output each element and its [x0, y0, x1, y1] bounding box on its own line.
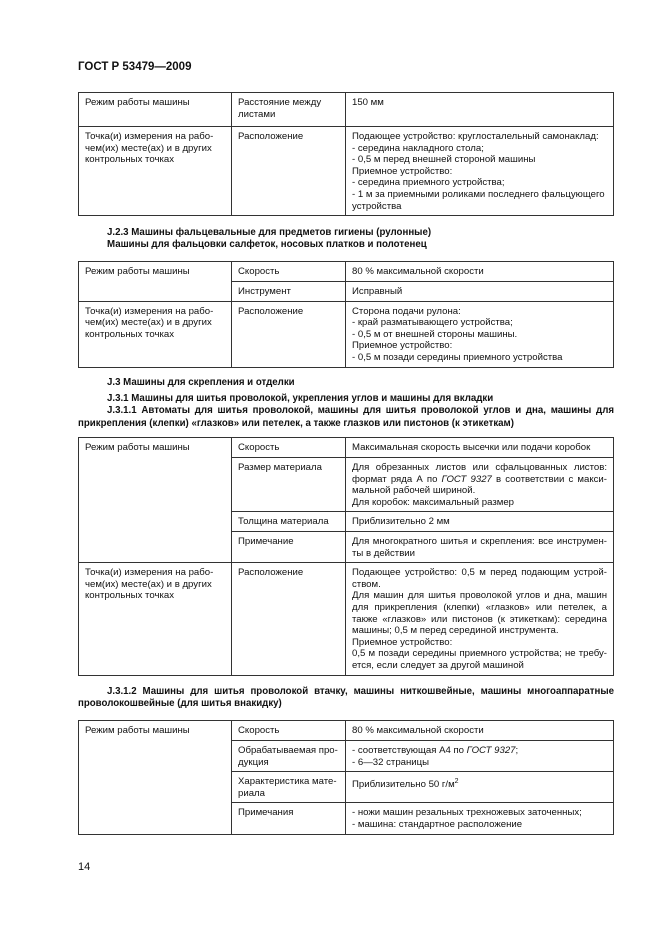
cell-line: - 6—32 страницы [352, 756, 430, 768]
table-cell: 150 мм [346, 93, 614, 127]
cell-text: - соответствующая А4 по [352, 745, 467, 756]
table-cell [346, 741, 614, 772]
table-row [79, 262, 614, 282]
table-cell: Расположение [232, 301, 346, 367]
cell-line: Приемное устройство: [352, 636, 453, 648]
table-cell: Характеристика мате-риала [232, 772, 346, 803]
page-number: 14 [78, 861, 91, 873]
superscript: 2 [454, 778, 459, 786]
table-cell: Скорость [232, 721, 346, 741]
table-cell: 80 % максимальной скорости [346, 262, 614, 282]
table-cell: Приблизительно 2 мм [346, 512, 614, 532]
table-cell: 80 % максимальной скорости [346, 721, 614, 741]
table-j22 [78, 92, 614, 216]
cell-line: Сторона подачи рулона: [352, 305, 461, 317]
table-j311 [78, 437, 614, 676]
table-cell: Толщина материала [232, 512, 346, 532]
table-cell: Обрабатываемая про-дукция [232, 741, 346, 772]
table-row [79, 127, 614, 216]
document-number: ГОСТ Р 53479—2009 [78, 61, 192, 73]
table-cell: Расположение [232, 127, 346, 216]
table-cell [346, 301, 614, 367]
table-row [79, 721, 614, 741]
table-cell: Скорость [232, 262, 346, 282]
table-cell: Режим работы машины [79, 721, 232, 835]
table-cell [346, 563, 614, 675]
table-cell: Скорость [232, 438, 346, 458]
standard-reference: ГОСТ 9327 [466, 745, 516, 756]
table-row [79, 301, 614, 367]
cell-line: - ножи машин резальных трехножевых заточенных; [352, 807, 582, 819]
cell-line: - середина приемного устройства; [352, 177, 505, 189]
cell-line: - 0,5 м от внешней стороны машины. [352, 328, 518, 340]
section-heading [78, 377, 614, 430]
cell-line: - край разматывающего устройства; [352, 317, 513, 329]
cell-line: Подающее устройство: круглосталельный самонаклад: [352, 131, 599, 142]
table-cell: Расстояние между листами [232, 93, 346, 127]
table-row [79, 93, 614, 127]
cell-line: Приемное устройство: [352, 340, 453, 352]
cell-line: 0,5 м позади середины приемного устройства; не требу-ется, если следует за другой машиной [352, 648, 607, 671]
table-cell: Размер материала [232, 458, 346, 512]
cell-text: Для обрезанных листов или сфальцованных листов: формат ряда А по [352, 462, 607, 485]
table-row [79, 438, 614, 458]
cell-line: Подающее устройство: 0,5 м перед подающим устрой-ством. [352, 567, 607, 590]
cell-line: - 1 м за приемными роликами последнего фальцующего устройства [352, 188, 605, 212]
standard-reference: ГОСТ 9327 [441, 473, 492, 485]
table-cell [346, 772, 614, 803]
cell-text: ; [515, 745, 519, 756]
section-heading [78, 227, 614, 251]
table-j312 [78, 720, 614, 835]
table-cell: Максимальная скорость высечки или подачи коробок [346, 438, 614, 458]
table-cell: Инструмент [232, 282, 346, 302]
section-heading-line: J.3 Машины для скрепления и отделки [107, 377, 295, 388]
table-cell [346, 803, 614, 835]
cell-text: в соответствии с макси-мальной рабочей шириной. [352, 473, 607, 497]
table-cell: Режим работы машины [79, 93, 232, 127]
table-j23 [78, 261, 614, 368]
section-heading-line: Машины для фальцовки салфеток, носовых платков и полотенец [107, 239, 427, 251]
table-cell: Примечания [232, 803, 346, 835]
cell-text: Приблизительно 50 г/м [352, 779, 455, 791]
table-cell: Режим работы машины [79, 262, 232, 302]
table-cell: Точка(и) измерения на рабо-чем(их) месте(ах) и в других контрольных точках [79, 127, 232, 216]
cell-line: - середина накладного стола; [352, 142, 484, 154]
table-cell: Режим работы машины [79, 438, 232, 563]
table-cell: Точка(и) измерения на рабо-чем(их) месте(ах) и в других контрольных точках [79, 563, 232, 675]
cell-line: Для коробок: максимальный размер [352, 496, 514, 508]
cell-line: - 0,5 м позади середины приемного устройства [352, 351, 563, 363]
table-cell: Для многократного шитья и скрепления: все инструмен-ты в действии [346, 531, 614, 562]
table-cell [346, 458, 614, 512]
cell-line: Приемное устройство: [352, 165, 453, 177]
section-heading: J.3.1.2 Машины для шитья проволокой втачку, машины ниткошвейные, машины многоаппаратные проволокошвейные (для шитья внакидку) [78, 686, 614, 710]
section-heading-line: J.3.1.1 Автоматы для шитья проволокой, машины для шитья проволокой углов и дна, машины для прикрепления (клепки) «глазков» или петелек, а также глазков или пистонов (к этикеткам) [78, 405, 614, 429]
table-row [79, 563, 614, 675]
table-cell: Точка(и) измерения на рабо-чем(их) месте(ах) и в других контрольных точках [79, 301, 232, 367]
table-cell: Расположение [232, 563, 346, 675]
cell-line: - машина: стандартное расположение [352, 818, 523, 830]
cell-line: Для машин для шитья проволокой углов и дна, машин для прикрепления (клепки) «глазков» или петелек, а также «глазков» или пистонов (к этикеткам): середина машины; 0,5 м перед серединой инструмента. [352, 590, 607, 637]
section-heading-line: J.2.3 Машины фальцевальные для предметов гигиены (рулонные) [107, 227, 432, 238]
section-heading-line: J.3.1 Машины для шитья проволокой, укрепления углов и машины для вкладки [107, 393, 494, 405]
table-cell [346, 127, 614, 216]
cell-line: - 0,5 м перед внешней стороной машины [352, 154, 536, 166]
table-cell: Исправный [346, 282, 614, 302]
table-cell: Примечание [232, 531, 346, 562]
